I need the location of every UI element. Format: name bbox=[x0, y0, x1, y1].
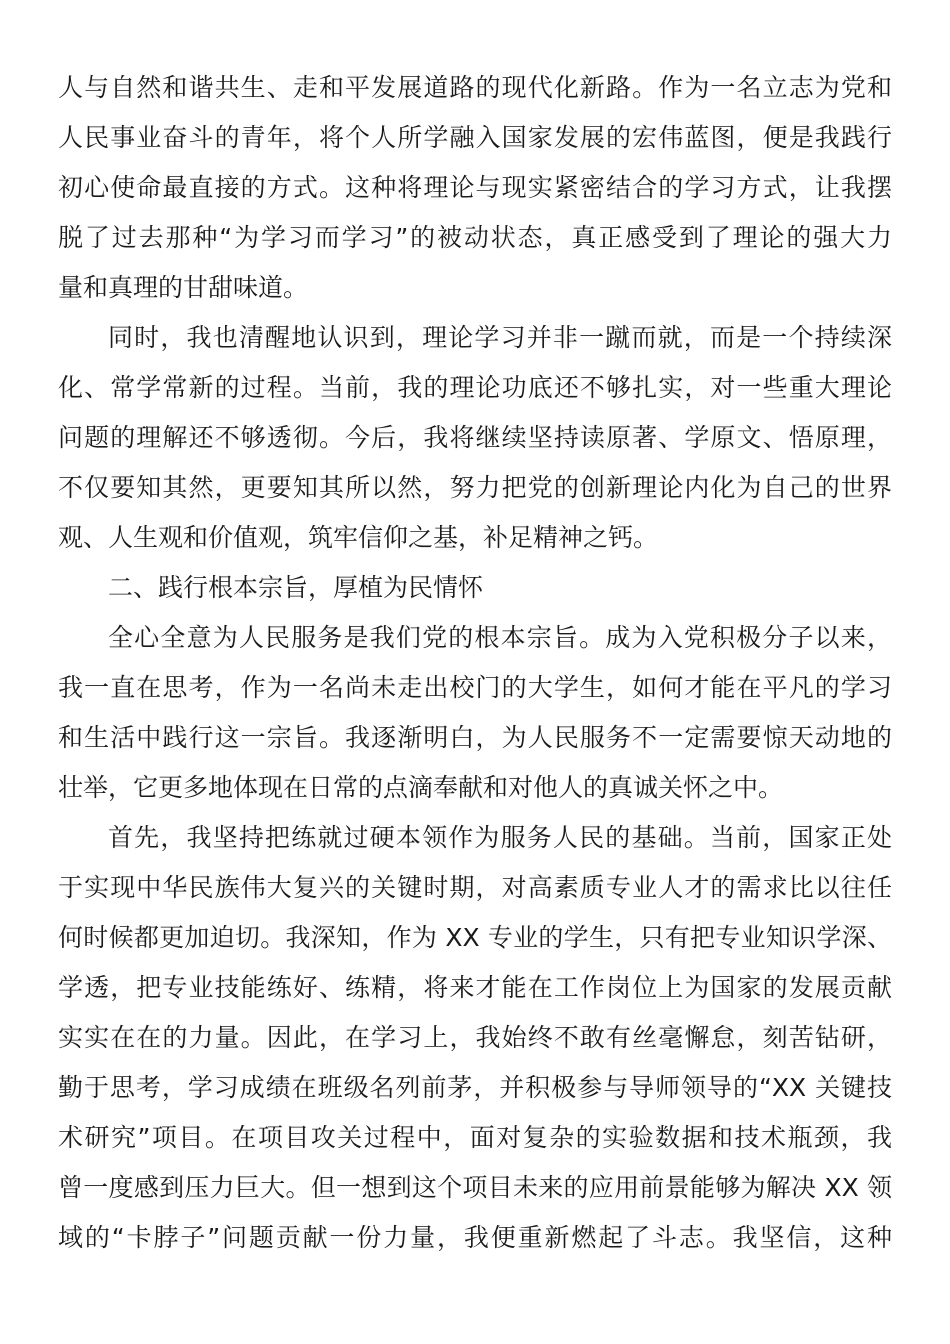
text-line: 初心使命最直接的方式。这种将理论与现实紧密结合的学习方式，让我摆 bbox=[58, 173, 892, 202]
text-line: 域的“卡脖子”问题贡献一份力量，我便重新燃起了斗志。我坚信，这种 bbox=[58, 1223, 892, 1252]
text-line: 全心全意为人民服务是我们党的根本宗旨。成为入党积极分子以来， bbox=[108, 623, 892, 652]
text-line: 和生活中践行这一宗旨。我逐渐明白，为人民服务不一定需要惊天动地的 bbox=[58, 723, 892, 752]
text-line: 学透，把专业技能练好、练精，将来才能在工作岗位上为国家的发展贡献 bbox=[58, 973, 892, 1002]
text-line: 同时，我也清醒地认识到，理论学习并非一蹴而就，而是一个持续深 bbox=[108, 323, 892, 352]
text-line: 曾一度感到压力巨大。但一想到这个项目未来的应用前景能够为解决 XX 领 bbox=[58, 1173, 892, 1202]
text-line: 化、常学常新的过程。当前，我的理论功底还不够扎实，对一些重大理论 bbox=[58, 373, 892, 402]
text-line: 人民事业奋斗的青年，将个人所学融入国家发展的宏伟蓝图，便是我践行 bbox=[58, 123, 892, 152]
text-line: 何时候都更加迫切。我深知，作为 XX 专业的学生，只有把专业知识学深、 bbox=[58, 923, 892, 952]
text-line: 我一直在思考，作为一名尚未走出校门的大学生，如何才能在平凡的学习 bbox=[58, 673, 892, 702]
text-line: 量和真理的甘甜味道。 bbox=[58, 273, 309, 302]
text-line: 勤于思考，学习成绩在班级名列前茅，并积极参与导师领导的“XX 关键技 bbox=[58, 1073, 892, 1102]
text-line: 脱了过去那种“为学习而学习”的被动状态，真正感受到了理论的强大力 bbox=[58, 223, 892, 252]
text-line: 观、人生观和价值观，筑牢信仰之基，补足精神之钙。 bbox=[58, 523, 659, 552]
text-line: 术研究”项目。在项目攻关过程中，面对复杂的实验数据和技术瓶颈，我 bbox=[58, 1123, 892, 1152]
text-line: 壮举，它更多地体现在日常的点滴奉献和对他人的真诚关怀之中。 bbox=[58, 773, 784, 802]
section-heading: 二、践行根本宗旨，厚植为民情怀 bbox=[108, 573, 484, 602]
text-line: 人与自然和谐共生、走和平发展道路的现代化新路。作为一名立志为党和 bbox=[58, 73, 892, 102]
text-line: 实实在在的力量。因此，在学习上，我始终不敢有丝毫懈怠，刻苦钻研， bbox=[58, 1023, 892, 1052]
text-line: 于实现中华民族伟大复兴的关键时期，对高素质专业人才的需求比以往任 bbox=[58, 873, 892, 902]
text-line: 首先，我坚持把练就过硬本领作为服务人民的基础。当前，国家正处 bbox=[108, 823, 892, 852]
text-line: 不仅要知其然，更要知其所以然，努力把党的创新理论内化为自己的世界 bbox=[58, 473, 892, 502]
text-line: 问题的理解还不够透彻。今后，我将继续坚持读原著、学原文、悟原理， bbox=[58, 423, 892, 452]
